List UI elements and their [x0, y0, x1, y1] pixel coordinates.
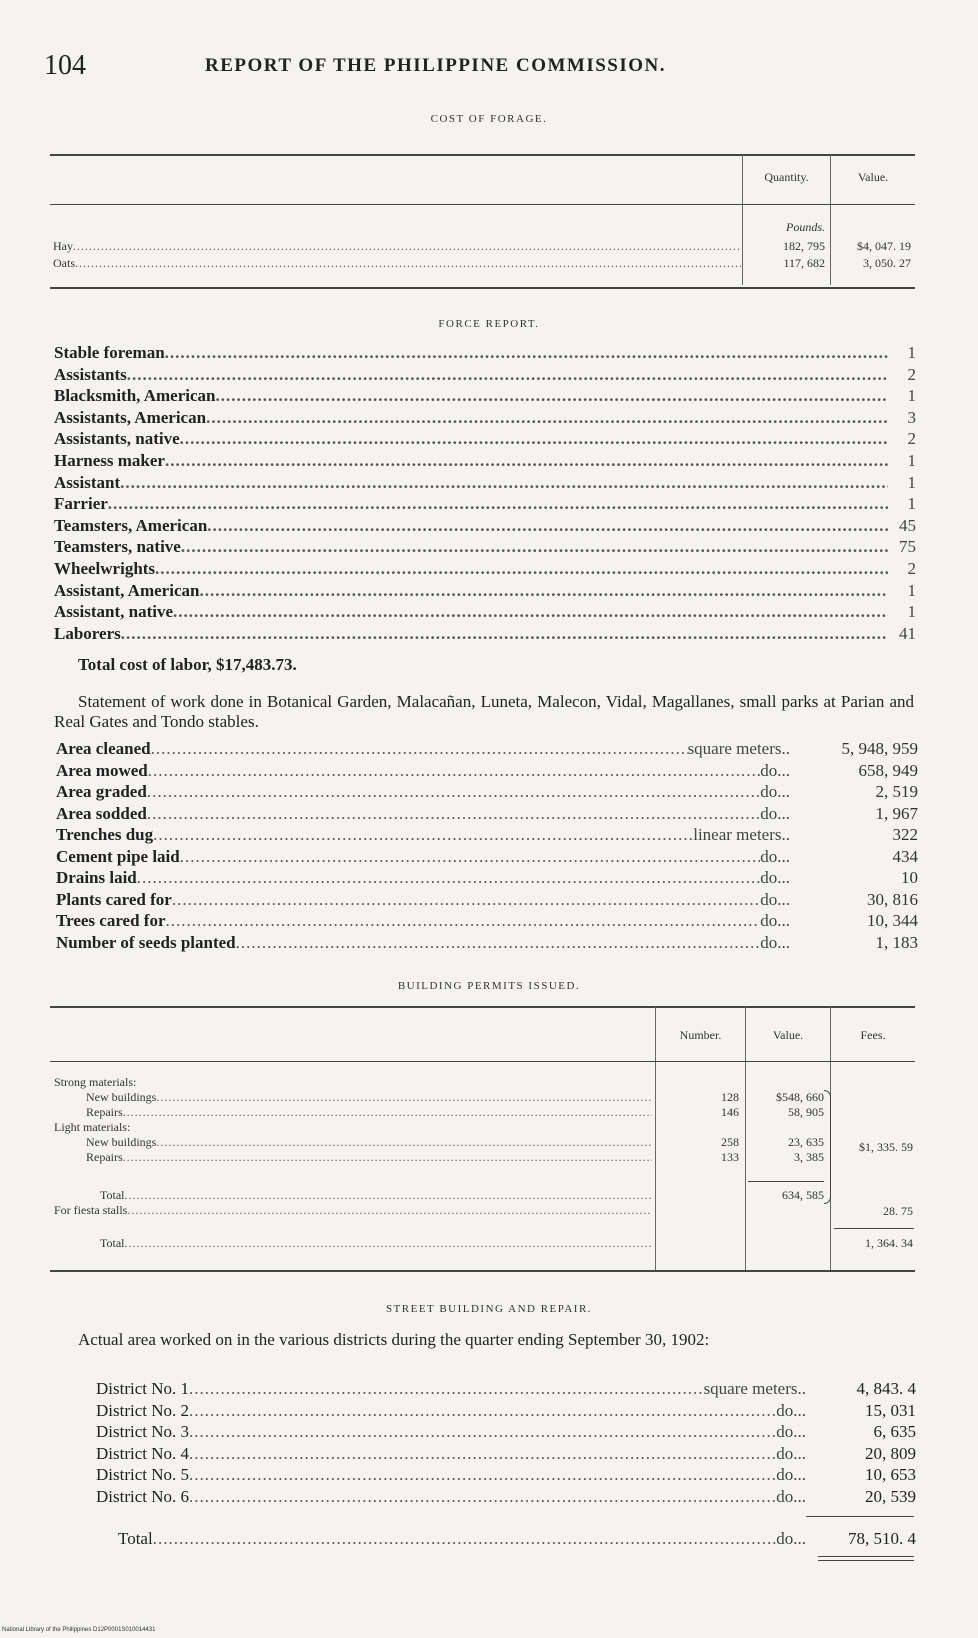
table-row: For fiesta stalls ..... — [54, 1203, 652, 1218]
list-item: District No. 1 ..... square meters.. 4, 843. 4 — [96, 1378, 916, 1400]
list-item: Stable foreman ..... 1 — [54, 342, 916, 364]
list-item: District No. 2 ..... do... 15, 031 — [96, 1400, 916, 1422]
permits-total-rule — [834, 1228, 914, 1229]
forage-rows — [53, 238, 741, 272]
table-row: Hay ..... — [53, 238, 741, 255]
table-row: New buildings ..... — [54, 1090, 652, 1105]
double-rule-1 — [818, 1556, 914, 1557]
streets-total-rule — [806, 1516, 914, 1517]
total-row: Total ..... do... 78, 510. 4 — [118, 1528, 916, 1550]
permits-totals-labels — [54, 1188, 652, 1218]
list-item: Farrier ..... 1 — [54, 493, 916, 515]
list-item: Plants cared for ..... do... 30, 816 — [56, 889, 918, 911]
table-row: New buildings ..... — [54, 1135, 652, 1150]
list-item: Assistant ..... 1 — [54, 472, 916, 494]
list-item: District No. 6 ..... do... 20, 539 — [96, 1486, 916, 1508]
scan-footer: National Library of the Philippines D12P0001S010014431 — [2, 1627, 156, 1633]
permits-col-number: Number. — [679, 1028, 722, 1042]
permits-rule-top — [50, 1006, 915, 1008]
table-row: Total ..... — [54, 1236, 652, 1251]
forage-unit: Pounds. — [786, 220, 825, 234]
force-list — [54, 342, 916, 644]
forage-quantity-cells: 182, 795 117, 682 — [783, 239, 825, 270]
permits-rule-mid — [50, 1061, 915, 1062]
list-item: Trees cared for ..... do... 10, 344 — [56, 910, 918, 932]
table-row: Total ..... — [54, 1188, 652, 1203]
streets-title: STREET BUILDING AND REPAIR. — [385, 1303, 593, 1315]
list-item: Teamsters, native ..... 75 — [54, 536, 916, 558]
labor-cost-total: Total cost of labor, $17,483.73. — [78, 655, 297, 674]
fees-brace — [824, 1090, 831, 1204]
streets-total — [118, 1528, 916, 1550]
list-item: Assistants, native ..... 2 — [54, 428, 916, 450]
list-item: Cement pipe laid ..... do... 434 — [56, 846, 918, 868]
work-list — [56, 738, 918, 953]
permits-total-fee: 1, 364. 34 — [865, 1236, 913, 1250]
forage-rule-top — [50, 154, 915, 156]
list-item: District No. 5 ..... do... 10, 653 — [96, 1464, 916, 1486]
permits-labels — [54, 1075, 652, 1165]
table-row: Repairs ..... — [54, 1150, 652, 1165]
list-item: Teamsters, American ..... 45 — [54, 515, 916, 537]
page-number: 104 — [44, 50, 86, 81]
forage-rule-mid — [50, 204, 915, 205]
forage-value-cells: $4, 047. 19 3, 050. 27 — [857, 239, 911, 270]
forage-rule-bottom — [50, 287, 915, 289]
strong-materials-label: Strong materials: — [54, 1075, 137, 1089]
page-title: REPORT OF THE PHILIPPINE COMMISSION. — [205, 55, 667, 76]
list-item: Harness maker ..... 1 — [54, 450, 916, 472]
list-item: Assistant, American ..... 1 — [54, 580, 916, 602]
list-item: Assistant, native ..... 1 — [54, 601, 916, 623]
forage-col-value: Value. — [857, 170, 889, 184]
forage-col-quantity: Quantity. — [764, 170, 809, 184]
list-item: Wheelwrights ..... 2 — [54, 558, 916, 580]
list-item: District No. 4 ..... do... 20, 809 — [96, 1443, 916, 1465]
permits-title: BUILDING PERMITS ISSUED. — [397, 980, 581, 992]
list-item: Laborers ..... 41 — [54, 623, 916, 645]
permits-number-cells: 128 146 258 133 — [721, 1090, 739, 1164]
permits-total-label — [54, 1236, 652, 1251]
permits-rule-bottom — [50, 1270, 915, 1272]
list-item: Trenches dug ..... linear meters.. 322 — [56, 824, 918, 846]
list-item: Area graded ..... do... 2, 519 — [56, 781, 918, 803]
light-materials-label: Light materials: — [54, 1120, 131, 1134]
statement-paragraph: Statement of work done in Botanical Garden, Malacañan, Luneta, Malecon, Vidal, Magallanes, small parks at Parian and Real Gates and Tondo stables. — [54, 692, 914, 731]
district-list — [96, 1378, 916, 1507]
table-row: Oats ..... — [53, 255, 741, 272]
list-item: Area cleaned ..... square meters.. 5, 948, 959 — [56, 738, 918, 760]
permits-subtotal-rule — [748, 1181, 824, 1182]
list-item: Blacksmith, American ..... 1 — [54, 385, 916, 407]
list-item: Number of seeds planted ..... do... 1, 183 — [56, 932, 918, 954]
permits-fees-bracket: $1, 335. 59 — [859, 1140, 913, 1154]
permits-value-cells: $548, 660 58, 905 23, 635 3, 385 — [776, 1090, 824, 1164]
permits-fiesta-fee: 28. 75 — [883, 1204, 913, 1218]
list-item: Drains laid ..... do... 10 — [56, 867, 918, 889]
list-item: Area sodded ..... do... 1, 967 — [56, 803, 918, 825]
permits-col-fees: Fees. — [860, 1028, 886, 1042]
list-item: Area mowed ..... do... 658, 949 — [56, 760, 918, 782]
double-rule-2 — [818, 1560, 914, 1561]
list-item: Assistants ..... 2 — [54, 364, 916, 386]
forage-title: COST OF FORAGE. — [430, 113, 548, 125]
table-row: Repairs ..... — [54, 1105, 652, 1120]
permits-col-value: Value. — [772, 1028, 804, 1042]
list-item: District No. 3 ..... do... 6, 635 — [96, 1421, 916, 1443]
list-item: Assistants, American ..... 3 — [54, 407, 916, 429]
permits-subtotal-value: 634, 585 — [782, 1188, 824, 1202]
force-title: FORCE REPORT. — [438, 318, 540, 330]
streets-paragraph: Actual area worked on in the various districts during the quarter ending September 30, 1902: — [78, 1330, 710, 1349]
